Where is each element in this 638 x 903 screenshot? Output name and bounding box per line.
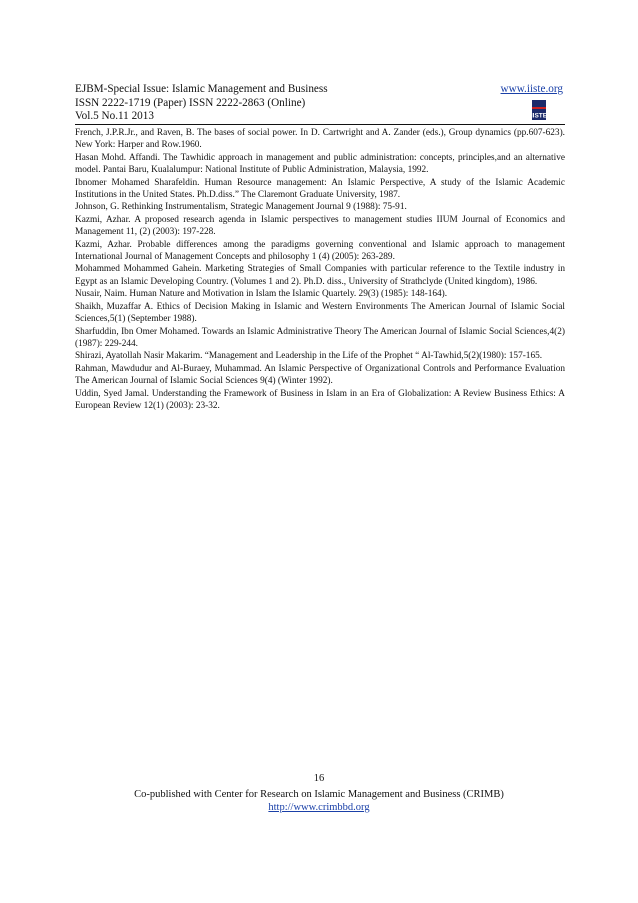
reference-entry: Ibnomer Mohamed Sharafeldin. Human Resource management: An Islamic Perspective, A study of the Islamic Academic Institutions in the United States. Ph.D.diss.” The Claremont Graduate University, 1987. xyxy=(75,177,565,201)
copublished-note: Co-published with Center for Research on Islamic Management and Business (CRIMB) xyxy=(134,789,504,800)
svg-text:IISTE: IISTE xyxy=(530,112,548,120)
header-rule xyxy=(75,124,565,125)
reference-list xyxy=(75,127,565,412)
website-link[interactable]: www.iiste.org xyxy=(500,83,563,95)
journal-title: EJBM-Special Issue: Islamic Management and Business xyxy=(75,83,328,95)
reference-entry: Nusair, Naim. Human Nature and Motivation in Islam the Islamic Quartely. 29(3) (1985): 148-164). xyxy=(75,289,448,300)
page-footer xyxy=(0,788,638,814)
volume-line: Vol.5 No.11 2013 xyxy=(75,110,154,123)
reference-entry: Shirazi, Ayatollah Nasir Makarim. “Management and Leadership in the Life of the Prophet “ Al-Tawhid,5(2)(1980): 157-165. xyxy=(75,351,543,362)
reference-entry: Kazmi, Azhar. A proposed research agenda in Islamic perspectives to management studies IIUM Journal of Economics and Management 11, (2) (2003): 197-228. xyxy=(75,214,565,238)
crimb-link[interactable]: http://www.crimbbd.org xyxy=(268,802,370,813)
reference-entry: Rahman, Mawdudur and Al-Buraey, Muhammad. An Islamic Perspective of Organizational Controls and Performance Evaluation The American Journal of Islamic Social Sciences 9(4) (Winter 1992). xyxy=(75,363,565,387)
reference-entry: Kazmi, Azhar. Probable differences among the paradigms governing conventional and Islamic approach to management International Journal of Management Concepts and philosophy 1 (4) (2005): 263-289. xyxy=(75,239,565,263)
reference-entry: Uddin, Syed Jamal. Understanding the Framework of Business in Islam in an Era of Globalization: A Review Business Ethics: A European Review 12(1) (2003): 23-32. xyxy=(75,388,565,411)
reference-entry: Sharfuddin, Ibn Omer Mohamed. Towards an Islamic Administrative Theory The American Journal of Islamic Social Sciences,4(2) (1987): 229-244. xyxy=(75,326,565,349)
issn-line: ISSN 2222-1719 (Paper) ISSN 2222-2863 (Online) xyxy=(75,96,306,109)
page-number: 16 xyxy=(313,773,325,784)
reference-entry: French, J.P.R.Jr., and Raven, B. The bases of social power. In D. Cartwright and A. Zander (eds.), Group dynamics (pp.607-623). New York: Harper and Row.1960. xyxy=(75,128,565,151)
reference-entry: Shaikh, Muzaffar A. Ethics of Decision Making in Islamic and Western Environments The American Journal of Islamic Social Sciences,5(1) (September 1988). xyxy=(75,301,565,325)
reference-entry: Mohammed Mohammed Gahein. Marketing Strategies of Small Companies with particular reference to the Textile industry in Egypt as an Islamic Developing Country. (Volumes 1 and 2). Ph.D. diss., University of Strathclyde (United kingdom), 1986. xyxy=(75,264,565,287)
page-header xyxy=(75,83,565,124)
reference-entry: Hasan Mohd. Affandi. The Tawhidic approach in management and public administration: concepts, principles,and an alternative model. Pantai Baru, Kualalumpur: National Institute of Public Administration, Malaysia, 1992. xyxy=(75,152,565,176)
iiste-logo xyxy=(523,99,563,121)
reference-entry: Johnson, G. Rethinking Instrumentalism, Strategic Management Journal 9 (1988): 75-91. xyxy=(75,202,407,213)
